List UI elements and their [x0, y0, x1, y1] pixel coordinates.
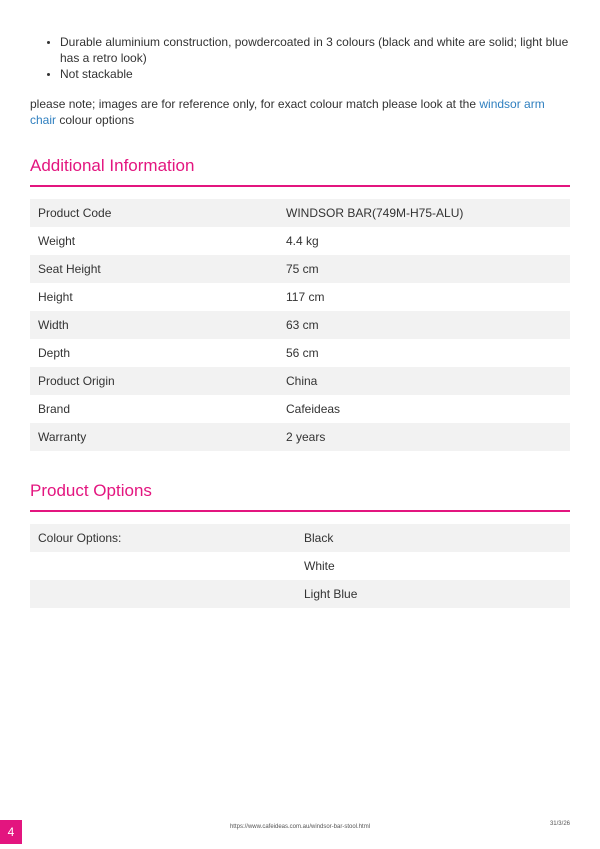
- table-row: [30, 367, 570, 395]
- row-label: [30, 580, 296, 608]
- row-value: 56 cm: [278, 339, 570, 367]
- table-row: [30, 255, 570, 283]
- row-value: White: [296, 552, 570, 580]
- row-label: Seat Height: [30, 255, 278, 283]
- row-value: 2 years: [278, 423, 570, 451]
- table-row: [30, 524, 570, 552]
- row-value: 63 cm: [278, 311, 570, 339]
- additional-information-table: [30, 199, 570, 451]
- row-label: Product Origin: [30, 367, 278, 395]
- footer-date: 31/3/26: [549, 821, 570, 827]
- product-options-heading: Product Options: [30, 481, 152, 500]
- colour-note: [30, 96, 570, 128]
- additional-information-heading: Additional Information: [30, 156, 195, 175]
- note-text: please note; images are for reference only, for exact colour match please look at the: [30, 97, 480, 111]
- row-label: Colour Options:: [30, 524, 296, 552]
- row-label: Warranty: [30, 423, 278, 451]
- row-value: 75 cm: [278, 255, 570, 283]
- table-row: [30, 283, 570, 311]
- feature-item: • Durable aluminium construction, powdercoated in 3 colours (black and white are solid; light blue has a retro look): [60, 34, 570, 66]
- page-content: [30, 0, 570, 601]
- row-value: Cafeideas: [278, 395, 570, 423]
- row-value: 117 cm: [278, 283, 570, 311]
- table-row: [30, 339, 570, 367]
- row-label: Brand: [30, 395, 278, 423]
- footer-url: https://www.cafeideas.com.au/windsor-bar-stool.html: [229, 824, 371, 830]
- table-row: [30, 580, 570, 608]
- row-value: Black: [296, 524, 570, 552]
- row-label: [30, 552, 296, 580]
- section-divider: [30, 185, 570, 187]
- row-label: Depth: [30, 339, 278, 367]
- feature-list: [30, 34, 570, 82]
- windsor-arm-chair-link[interactable]: windsor arm chair: [30, 97, 545, 127]
- table-row: [30, 552, 570, 580]
- row-label: Product Code: [30, 199, 278, 227]
- table-row: [30, 227, 570, 255]
- feature-item: • Not stackable: [60, 66, 570, 82]
- row-label: Height: [30, 283, 278, 311]
- note-text-end: colour options: [56, 113, 135, 127]
- table-row: [30, 311, 570, 339]
- row-value: China: [278, 367, 570, 395]
- section-divider: [30, 510, 570, 512]
- row-value: Light Blue: [296, 580, 570, 608]
- table-row: [30, 395, 570, 423]
- product-options-table: [30, 524, 570, 608]
- table-row: [30, 423, 570, 451]
- page-number-badge: 4: [0, 820, 22, 844]
- row-label: Weight: [30, 227, 278, 255]
- table-row: [30, 199, 570, 227]
- row-value: 4.4 kg: [278, 227, 570, 255]
- row-value: WINDSOR BAR(749M-H75-ALU): [278, 199, 570, 227]
- row-label: Width: [30, 311, 278, 339]
